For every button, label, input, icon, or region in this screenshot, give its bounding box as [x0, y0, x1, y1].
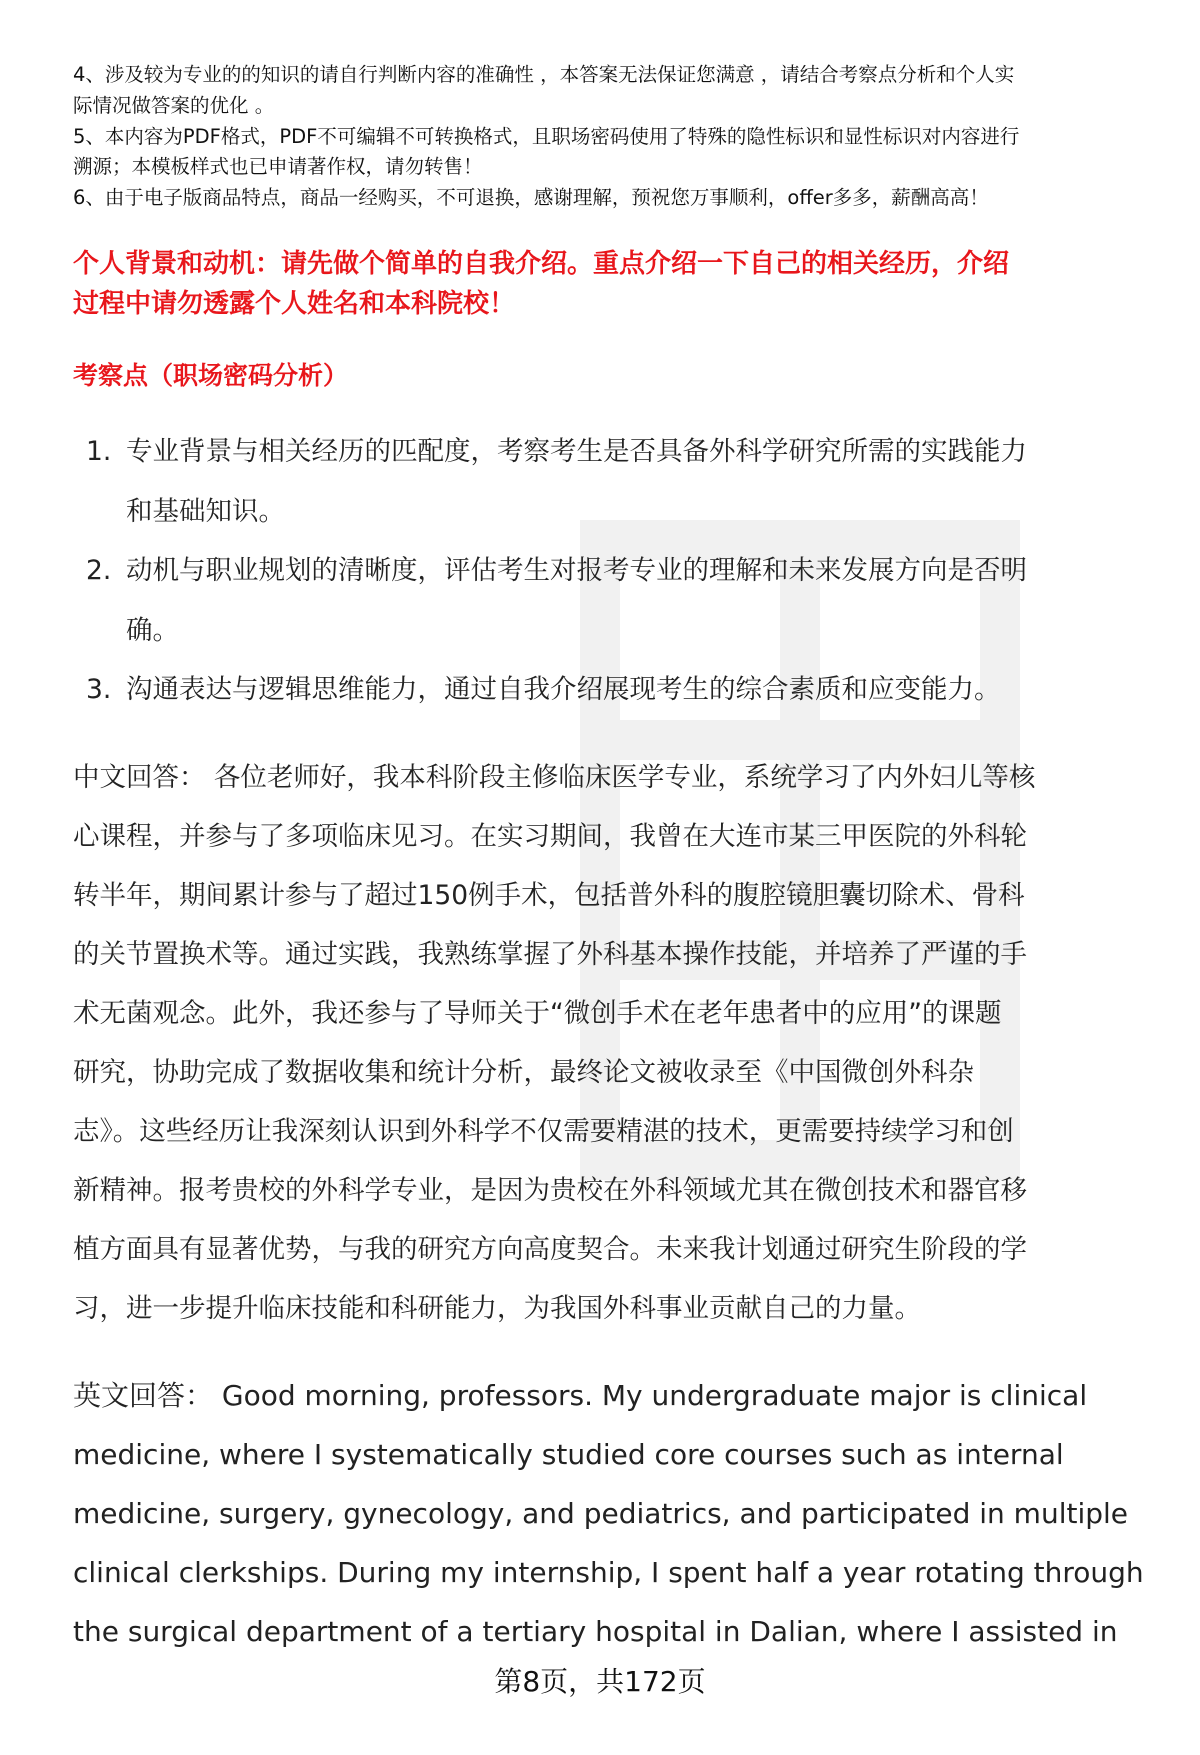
note-line: 溯源；本模板样式也已申请著作权，请勿转售！: [73, 155, 483, 179]
question-line: 个人背景和动机：请先做个简单的自我介绍。重点介绍一下自己的相关经历，介绍: [73, 249, 1010, 279]
list-line: 专业背景与相关经历的匹配度，考察考生是否具备外科学研究所需的实践能力: [126, 436, 1027, 467]
answer-line: medicine, where I systematically studied core courses such as internal: [73, 1438, 1064, 1471]
chinese-answer: [73, 748, 1035, 1338]
answer-line: 英文回答： Good morning, professors. My undergraduate major is clinical: [73, 1379, 1088, 1412]
page-number: 第8页，共172页: [494, 1665, 706, 1698]
answer-line: 习，进一步提升临床技能和科研能力，为我国外科事业贡献自己的力量。: [73, 1293, 921, 1324]
list-item: [86, 660, 1027, 720]
note-line: 际情况做答案的优化 。: [73, 93, 275, 117]
answer-line: 新精神。报考贵校的外科学专业，是因为贵校在外科领域尤其在微创技术和器官移: [73, 1175, 1027, 1206]
list-line: 确。: [126, 614, 179, 646]
list-number: 3.: [86, 674, 112, 705]
answer-line: 志》。这些经历让我深刻认识到外科学不仅需要精湛的技术，更需要持续学习和创: [73, 1116, 1014, 1147]
question-heading: [73, 244, 1009, 324]
notes-section: [73, 60, 1153, 214]
answer-line: 研究，协助完成了数据收集和统计分析，最终论文被收录至《中国微创外科杂: [73, 1057, 974, 1088]
key-points-title: 考察点（职场密码分析）: [73, 361, 349, 390]
list-number: 1.: [86, 436, 112, 467]
answer-line: 的关节置换术等。通过实践，我熟练掌握了外科基本操作技能，并培养了严谨的手: [73, 939, 1027, 970]
answer-line: the surgical department of a tertiary hospital in Dalian, where I assisted in: [73, 1615, 1118, 1648]
list-line: 和基础知识。: [126, 495, 285, 527]
list-item: [86, 541, 1027, 660]
english-answer: [73, 1366, 1144, 1661]
list-line: 动机与职业规划的清晰度，评估考生对报考专业的理解和未来发展方向是否明: [126, 555, 1027, 586]
note-line: 5、本内容为PDF格式，PDF不可编辑不可转换格式，且职场密码使用了特殊的隐性标识和显性标识对内容进行: [73, 124, 1020, 148]
answer-line: 中文回答： 各位老师好，我本科阶段主修临床医学专业，系统学习了内外妇儿等核: [73, 762, 1036, 793]
answer-line: medicine, surgery, gynecology, and pediatrics, and participated in multiple: [73, 1497, 1129, 1530]
answer-line: 心课程，并参与了多项临床见习。在实习期间，我曾在大连市某三甲医院的外科轮: [73, 821, 1027, 852]
list-item: [86, 422, 1027, 541]
answer-line: 术无菌观念。此外，我还参与了导师关于“微创手术在老年患者中的应用”的课题: [73, 998, 1002, 1029]
answer-line: 植方面具有显著优势，与我的研究方向高度契合。未来我计划通过研究生阶段的学: [73, 1234, 1027, 1265]
answer-line: 转半年，期间累计参与了超过150例手术，包括普外科的腹腔镜胆囊切除术、骨科: [73, 880, 1025, 911]
list-line: 沟通表达与逻辑思维能力，通过自我介绍展现考生的综合素质和应变能力。: [126, 674, 1001, 705]
question-line: 过程中请勿透露个人姓名和本科院校！: [73, 289, 516, 319]
list-number: 2.: [86, 555, 112, 586]
note-line: 6、由于电子版商品特点，商品一经购买，不可退换，感谢理解，预祝您万事顺利，offer多多，薪酬高高！: [73, 186, 989, 210]
note-line: 4、涉及较为专业的的知识的请自行判断内容的准确性 ，本答案无法保证您满意 ，请结合考察点分析和个人实: [73, 63, 1015, 86]
answer-line: clinical clerkships. During my internship, I spent half a year rotating through: [73, 1556, 1144, 1589]
key-points-list: [86, 422, 1027, 720]
